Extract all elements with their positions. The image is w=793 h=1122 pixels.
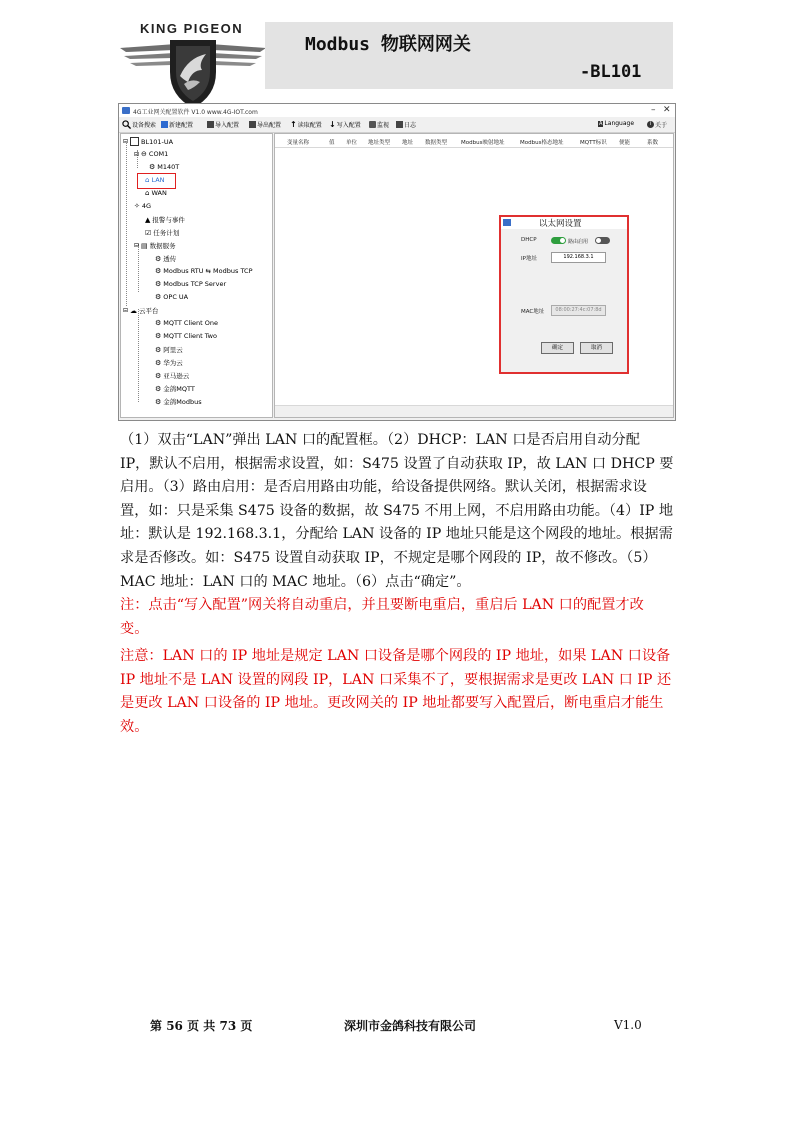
tree-node-mqtt2[interactable]: ⚙ MQTT Client Two	[155, 332, 217, 340]
tree-node-com1[interactable]: ⊟ ⊖ COM1	[134, 150, 169, 158]
description-paragraph: （1）双击“LAN”弹出 LAN 口的配置框。（2）DHCP：LAN 口是否启用自动分配 IP，默认不启用，根据需求设置，如：S475 设置了自动获取 IP，故 LAN 口 DHCP 要 启用。（3）路由启用：是否启用路由功能，给设备提供网络。默认关闭，根据需求设 置，如：只是采集 S475 设备的数据，故 S475 不用上网，不启用路由功能。（4）IP 地 址：默认是 192.168.3.1，分配给 LAN 设备的 IP 地址只能是这个网段的地址。根据需 求是否修改。如：S475 设置自动获取 IP，不规定是哪个网段的 IP，故不修改。（5） MAC 地址：LAN 口的 MAC 地址。（6）点击“确定”。	[120, 432, 674, 590]
tree-node-aliyun[interactable]: ⚙ 阿里云	[155, 345, 183, 354]
column-header[interactable]: 数据类型	[425, 140, 448, 146]
export-icon	[249, 121, 256, 128]
mac-label: MAC地址	[521, 309, 545, 315]
search-icon	[122, 120, 131, 129]
log-icon	[396, 121, 403, 128]
tree-node-task[interactable]: ☑ 任务计划	[145, 228, 180, 237]
column-header[interactable]: 单位	[346, 140, 358, 146]
dhcp-toggle[interactable]	[551, 237, 566, 244]
monitor-icon	[369, 121, 376, 128]
device-icon	[130, 137, 139, 146]
tree-node-jinge-modbus[interactable]: ⚙ 金鸽Modbus	[155, 397, 202, 406]
app-icon	[122, 107, 130, 114]
config-software-window	[118, 103, 676, 421]
ip-address-input[interactable]: 192.168.3.1	[551, 252, 606, 263]
route-label: 路由启用	[568, 239, 589, 245]
cancel-button[interactable]: 取消	[580, 342, 613, 354]
read-icon: ↑	[290, 120, 297, 129]
collapse-icon: ⊟	[123, 138, 129, 145]
dialog-titlebar	[501, 217, 627, 229]
tree-node-wan[interactable]: ⌂ WAN	[145, 189, 167, 197]
toolbar-export-button[interactable]: 导出配置	[249, 120, 281, 129]
toolbar-log-button[interactable]: 日志	[396, 120, 416, 129]
company-name: 深圳市金鸽科技有限公司	[344, 1019, 477, 1033]
toolbar-import-button[interactable]: 导入配置	[207, 120, 239, 129]
gear-icon: ⚙	[155, 384, 162, 393]
tree-node-root[interactable]: ⊟ BL101-UA	[123, 137, 174, 146]
horizontal-scrollbar[interactable]	[275, 405, 673, 417]
note-paragraph: 注：点击“写入配置”网关将自动重启，并且要断电重启，重启后 LAN 口的配置才改 变。	[120, 597, 644, 637]
gear-icon: ⚙	[155, 358, 162, 367]
mac-address-input: 08:00:27:4c:07:8d	[551, 305, 606, 316]
ip-label: IP地址	[521, 256, 537, 262]
database-icon: ▤	[141, 241, 148, 250]
gear-icon: ⚙	[155, 319, 162, 327]
tree-node-jinge-mqtt[interactable]: ⚙ 金鸽MQTT	[155, 384, 195, 393]
column-header[interactable]: 地址类型	[368, 140, 391, 146]
info-icon: i	[647, 121, 654, 128]
column-header[interactable]: 系数	[647, 140, 659, 146]
toolbar-about-button[interactable]: i 关于	[647, 120, 667, 129]
tree-node-m140t[interactable]: ⚙ M140T	[149, 163, 180, 171]
gear-icon: ⚙	[149, 163, 156, 171]
task-icon: ☑	[145, 228, 152, 237]
language-icon: A	[599, 120, 603, 127]
window-title: 4G工业网关配置软件 V1.0 www.4G-IOT.com	[133, 109, 258, 116]
gear-icon: ⚙	[155, 280, 162, 288]
gear-icon: ⚙	[155, 332, 162, 340]
gear-icon: ⚙	[155, 267, 162, 275]
tree-node-opcua[interactable]: ⚙ OPC UA	[155, 293, 189, 301]
lan-icon: ⌂	[145, 176, 150, 184]
tree-node-transparent[interactable]: ⚙ 透传	[155, 254, 177, 263]
gear-icon: ⚙	[155, 371, 162, 380]
column-header[interactable]: Modbus映射地址	[461, 140, 505, 146]
tree-node-tcp-server[interactable]: ⚙ Modbus TCP Server	[155, 280, 227, 288]
version-label: V1.0	[614, 1018, 642, 1032]
toolbar-language-button[interactable]: A Language	[599, 120, 635, 127]
tree-node-lan[interactable]: ⌂ LAN	[145, 176, 165, 184]
ok-button[interactable]: 确定	[541, 342, 574, 354]
close-button[interactable]: ✕	[663, 105, 671, 115]
dialog-title: 以太网设置	[539, 219, 582, 229]
gear-icon: ⚙	[155, 254, 162, 263]
antenna-icon: ✧	[134, 202, 140, 210]
dhcp-label: DHCP	[521, 237, 537, 243]
tree-node-alarm[interactable]: ▲ 报警与事件	[145, 215, 185, 224]
wan-icon: ⌂	[145, 189, 150, 197]
tree-node-4g[interactable]: ✧ 4G	[134, 202, 152, 210]
gear-icon: ⚙	[155, 397, 162, 406]
toolbar-write-button[interactable]: ↓ 写入配置	[329, 120, 361, 129]
route-toggle[interactable]	[595, 237, 610, 244]
cloud-icon: ☁	[130, 306, 138, 315]
port-icon: ⊖	[141, 150, 147, 158]
column-header[interactable]: MQTT标识	[580, 140, 607, 146]
gear-icon: ⚙	[155, 293, 162, 301]
tree-node-rtu-tcp[interactable]: ⚙ Modbus RTU ⇆ Modbus TCP	[155, 267, 253, 275]
ethernet-settings-dialog	[499, 215, 629, 374]
toolbar-read-button[interactable]: ↑ 读取配置	[290, 120, 322, 129]
lan-highlight-box	[137, 173, 176, 189]
column-header[interactable]: 地址	[402, 140, 414, 146]
tree-node-huawei[interactable]: ⚙ 华为云	[155, 358, 183, 367]
document-title: Modbus 物联网网关	[305, 34, 471, 55]
window-titlebar	[119, 104, 675, 117]
bell-icon: ▲	[145, 215, 151, 224]
app-icon	[503, 219, 511, 226]
tree-node-cloud[interactable]: ⊟ ☁ 云平台	[123, 306, 159, 315]
toolbar-monitor-button[interactable]: 监视	[369, 120, 389, 129]
tree-node-data-service[interactable]: ⊟ ▤ 数据服务	[134, 241, 176, 250]
new-config-icon	[161, 121, 168, 128]
column-header[interactable]: 便能	[619, 140, 631, 146]
import-icon	[207, 121, 214, 128]
minimize-button[interactable]: –	[651, 105, 656, 115]
column-header[interactable]: Modbus格态地址	[520, 140, 564, 146]
toolbar-search-button[interactable]: 设备搜索	[122, 120, 156, 129]
warning-paragraph: 注意：LAN 口的 IP 地址是规定 LAN 口设备是哪个网段的 IP 地址，如果 LAN 口设备 IP 地址不是 LAN 设置的网段 IP，LAN 口采集不了，要根据需求是更改 LAN 口 IP 还 是更改 LAN 口设备的 IP 地址。更改网关的 IP 地址都要写入配置后，断电重启才能生 效。	[120, 648, 672, 735]
collapse-icon: ⊟	[134, 150, 140, 158]
column-header[interactable]: 值	[329, 140, 335, 146]
column-header[interactable]: 变量名称	[287, 140, 310, 146]
variable-table	[274, 133, 674, 418]
document-model: -BL101	[580, 62, 642, 82]
tree-node-mqtt1[interactable]: ⚙ MQTT Client One	[155, 319, 219, 327]
page-number: 第 56 页 共 73 页	[150, 1019, 253, 1033]
brand-logo-text: KING PIGEON	[140, 21, 244, 36]
gear-icon: ⚙	[155, 345, 162, 354]
tree-node-aws[interactable]: ⚙ 亚马逊云	[155, 371, 190, 380]
toolbar-new-config-button[interactable]: 新建配置	[161, 120, 193, 129]
write-icon: ↓	[329, 120, 336, 129]
toolbar	[119, 117, 675, 133]
collapse-icon: ⊟	[134, 242, 140, 249]
collapse-icon: ⊟	[123, 307, 129, 314]
